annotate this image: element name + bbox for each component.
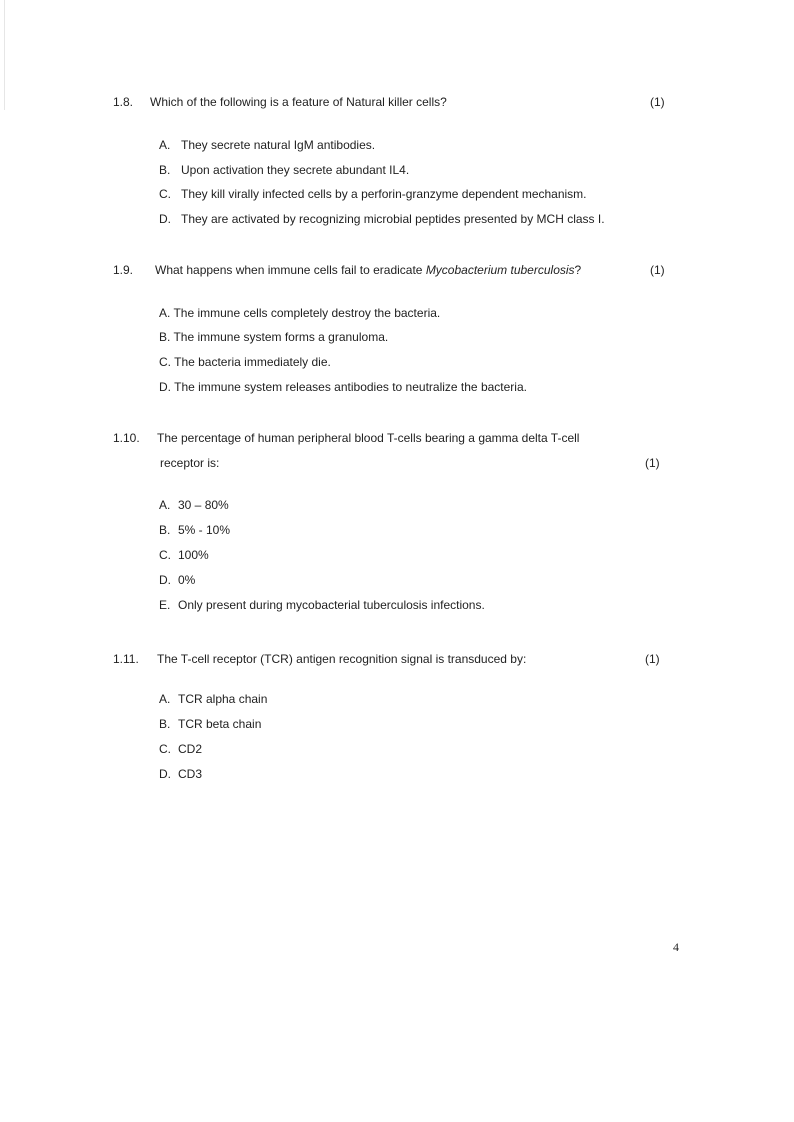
option-letter: C. [159,187,171,201]
option-letter: A. [159,138,171,152]
option-text: B. The immune system forms a granuloma. [159,330,389,344]
question-number: 1.11. [113,652,139,666]
option-text: D. The immune system releases antibodies to neutralize the bacteria. [159,380,527,394]
question-text: Which of the following is a feature of Natural killer cells? [150,95,447,109]
option-text: They are activated by recognizing microbial peptides presented by MCH class I. [181,212,605,226]
option-text: Upon activation they secrete abundant IL4. [181,163,410,177]
option-letter: D. [159,767,171,781]
question-text-part: What happens when immune cells fail to eradicate [155,263,426,277]
option-text: They kill virally infected cells by a perforin-granzyme dependent mechanism. [181,187,587,201]
option-text: TCR beta chain [178,717,262,731]
option-letter: C. [159,742,171,756]
question-text: The T-cell receptor (TCR) antigen recognition signal is transduced by: [157,652,527,666]
option-text: They secrete natural IgM antibodies. [181,138,376,152]
option-text: C. The bacteria immediately die. [159,355,331,369]
option-text: 30 – 80% [178,498,229,512]
option-letter: E. [159,598,171,612]
option-text: TCR alpha chain [178,692,268,706]
question-marks: (1) [645,652,660,666]
question-number: 1.10. [113,431,140,445]
option-letter: B. [159,163,171,177]
option-text: CD3 [178,767,203,781]
question-marks: (1) [650,263,665,277]
question-text-italic: Mycobacterium tuberculosis [425,263,575,277]
question-text-part: ? [574,263,582,277]
question-text: The percentage of human peripheral blood T-cells bearing a gamma delta T-cell [157,431,580,445]
scan-edge [4,0,5,110]
option-letter: B. [159,523,171,537]
question-marks: (1) [645,456,660,470]
option-letter: D. [159,212,171,226]
question-text [155,263,581,277]
option-text: Only present during mycobacterial tuberculosis infections. [178,598,485,612]
option-letter: A. [159,498,171,512]
question-marks: (1) [650,95,665,109]
question-number: 1.9. [113,263,134,277]
option-letter: C. [159,548,171,562]
question-number: 1.8. [113,95,134,109]
question-text: receptor is: [160,456,220,470]
option-text: CD2 [178,742,203,756]
option-text: A. The immune cells completely destroy the bacteria. [159,306,441,320]
option-text: 0% [178,573,196,587]
option-letter: A. [159,692,171,706]
option-text: 100% [178,548,209,562]
option-letter: B. [159,717,171,731]
option-text: 5% - 10% [178,523,231,537]
option-letter: D. [159,573,171,587]
page-number: 4 [673,940,679,954]
